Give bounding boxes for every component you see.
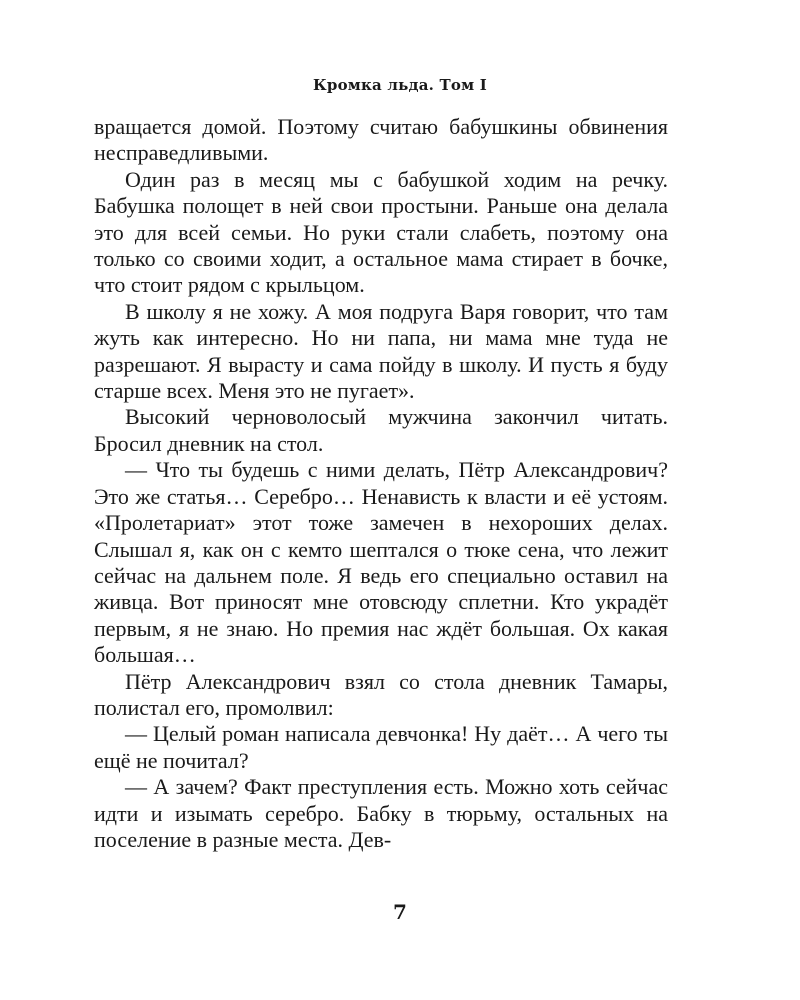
paragraph: Пётр Александрович взял со стола дневник Тамары, полистал его, промолвил: [94,668,668,720]
paragraph: В школу я не хожу. А моя подруга Варя говорит, что там жуть как интересно. Но ни папа, ни мама мне туда не разрешают. Я вырасту и сама пойду в школу. И пусть я буду старше всех. Меня это не пугает». [94,298,668,404]
running-head: Кромка льда. Том I [313,76,487,94]
paragraph: — Целый роман написала девчонка! Ну даёт… А чего ты ещё не почитал? [94,721,668,773]
paragraph: вращается домой. Поэтому считаю бабушкины обвинения несправедливыми. [94,114,668,166]
paragraph: — А зачем? Факт преступления есть. Можно хоть сейчас идти и изымать серебро. Бабку в тюрьму, остальных на поселение в разные места. Дев- [94,774,668,852]
paragraph: — Что ты будешь с ними делать, Пётр Александрович? Это же статья… Серебро… Ненависть к власти и её устоям. «Пролетариат» этот тоже замечен в нехороших делах. Слышал я, как он с кемто шептался о тюке сена, что лежит сейчас на дальнем поле. Я ведь его специально оставил на живца. Вот приносят мне отовсюду сплетни. Кто украдёт первым, я не знаю. Но премия нас ждёт большая. Ох какая большая… [94,457,668,668]
paragraph: Высокий черноволосый мужчина закончил читать. Бросил дневник на стол. [94,404,668,456]
paragraph: Один раз в месяц мы с бабушкой ходим на речку. Бабушка полощет в ней свои простыни. Раньше она делала это для всей семьи. Но руки стали слабеть, поэтому она только со своими ходит, а остальное мама стирает в бочке, что стоит рядом с крыльцом. [94,166,668,298]
body-text [94,114,668,853]
page-number: 7 [393,900,407,924]
